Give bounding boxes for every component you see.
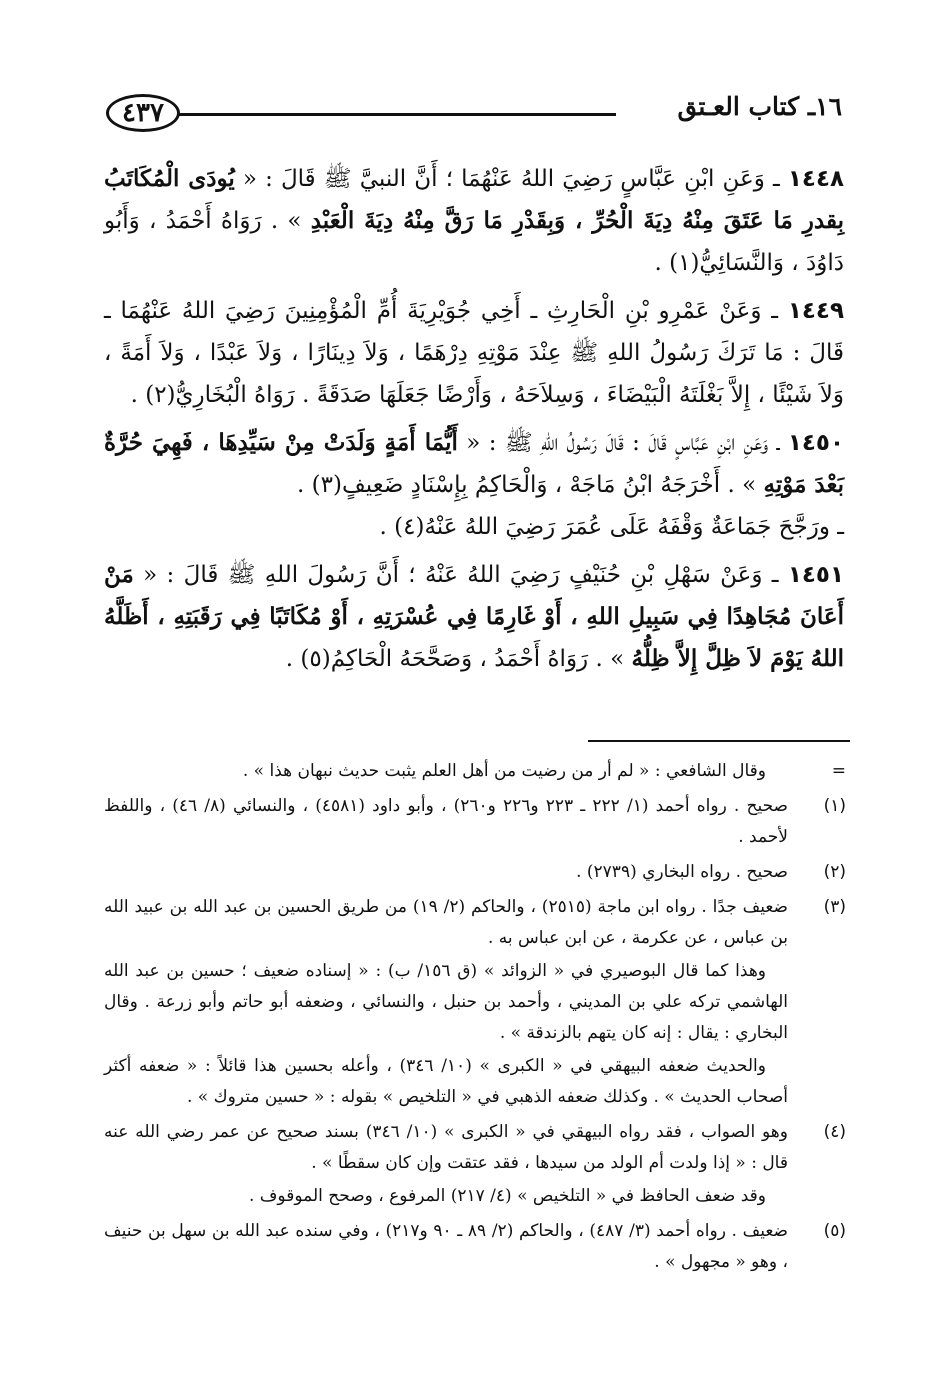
hadith-number: ١٤٤٨	[787, 166, 845, 192]
hadith-1451	[104, 554, 844, 680]
hadith-outro: » . رَوَاهُ أَحْمَدُ ، وَصَحَّحَهُ الْحَاكِمُ(٥) .	[285, 646, 625, 672]
page-header	[100, 88, 852, 140]
footnote-marker: =	[831, 761, 846, 781]
footnote-3	[104, 892, 846, 1113]
hadith-1449	[104, 290, 844, 416]
hadith-number: ١٤٤٩	[787, 298, 844, 324]
hadith-1448	[104, 158, 844, 284]
footnote-continuation	[104, 756, 846, 787]
footnote-paragraph: والحديث ضعفه البيهقي في « الكبرى » (١٠/ ٣٤٦) ، وأعله بحسين هذا قائلاً : « ضعفه أكثر أصحاب الحديث » . وكذلك ضعفه الذهبي في « التلخيص » بقوله : « حسين متروك » .	[104, 1056, 788, 1107]
footnote-marker: (٣)	[823, 897, 846, 917]
footnote-text: صحيح . رواه أحمد (١/ ٢٢٢ ـ ٢٢٣ و٢٢٦ و٢٦٠) ، وأبو داود (٤٥٨١) ، والنسائي (٨/ ٤٦) ، واللفظ لأحمد .	[104, 796, 788, 847]
footnotes	[104, 756, 846, 1282]
footnote-marker: (١)	[823, 796, 846, 816]
footnote-paragraph: وهذا كما قال البوصيري في « الزوائد » (ق ١٥٦/ ب) : « إسناده ضعيف ؛ حسين بن عبد الله الهاشمي تركه علي بن المديني ، وأحمد بن حنبل ، والنسائي ، وضعفه أبو حاتم وأبو زرعة . وقال البخاري : يقال : إنه كان يتهم بالزندقة » .	[104, 961, 788, 1043]
hadith-number: ١٤٥٠	[787, 430, 844, 456]
hadith-text	[104, 158, 844, 686]
footnote-4	[104, 1117, 846, 1212]
footnote-separator	[588, 740, 850, 742]
hadith-number: ١٤٥١	[787, 562, 844, 588]
header-rule	[178, 113, 616, 116]
page-number: ٤٣٧	[122, 98, 164, 128]
hadith-intro: ـ وَعَنْ سَهْلِ بْنِ حُنَيْفٍ رَضِيَ اللهُ عَنْهُ ؛ أَنَّ رَسُولَ اللهِ ﷺ قَالَ : «	[143, 562, 779, 588]
hadith-1450	[104, 422, 844, 506]
footnote-body	[104, 1117, 788, 1212]
footnote-paragraph: وقد ضعف الحافظ في « التلخيص » (٤/ ٢١٧) المرفوع ، وصحح الموقوف .	[249, 1186, 766, 1206]
hadith-intro: ـ وَعَنِ ابْنِ عَبَّاسٍ قَالَ : قَالَ رَسُولُ اللهِ ﷺ : «	[466, 430, 780, 456]
hadith-outro: » . أَخْرَجَهُ ابْنُ مَاجَهْ ، وَالْحَاكِمُ بِإِسْنَادٍ ضَعِيفٍ(٣) .	[297, 472, 757, 498]
footnote-marker: (٢)	[823, 862, 846, 882]
hadith-outro: » . رَوَاهُ أَحْمَدُ ، وَأَبُو دَاوُدَ ، وَالنَّسَائِيُّ(١) .	[104, 208, 844, 276]
footnote-5	[104, 1216, 846, 1278]
footnote-text: ضعيف . رواه أحمد (٣/ ٤٨٧) ، والحاكم (٢/ ٨٩ ـ ٩٠ و٢١٧) ، وفي سنده عبد الله بن سهل بن حنيف ، وهو « مجهول » .	[104, 1221, 788, 1272]
chapter-title: ١٦ـ كتاب العـتق	[677, 92, 842, 121]
hadith-intro: ـ وَعَنْ عَمْرِو بْنِ الْحَارِثِ ـ أَخِي جُوَيْرِيَةَ أُمِّ الْمُؤْمِنِينَ رَضِيَ اللهُ عَنْهُمَا ـ قَالَ : مَا تَرَكَ رَسُولُ اللهِ ﷺ عِنْدَ مَوْتِهِ دِرْهَمًا ، وَلاَ دِينَارًا ، وَلاَ عَبْدًا ، وَلاَ أَمَةً ، وَلاَ شَيْئًا ، إِلاَّ بَغْلَتَهُ الْبَيْضَاءَ ، وَسِلاَحَهُ ، وَأَرْضًا جَعَلَهَا صَدَقَةً . رَوَاهُ الْبُخَارِيُّ(٢) .	[104, 298, 844, 408]
footnote-paragraph: ضعيف جدًا . رواه ابن ماجة (٢٥١٥) ، والحاكم (٢/ ١٩) من طريق الحسين بن عبد الله بن عبيد الله بن عباس ، عن عكرمة ، عن ابن عباس به .	[104, 897, 788, 948]
page-number-badge	[106, 94, 180, 132]
footnote-paragraph: وهو الصواب ، فقد رواه البيهقي في « الكبرى » (١٠/ ٣٤٦) بسند صحيح عن عمر رضي الله عنه قال : « إذا ولدت أم الولد من سيدها ، فقد عتقت وإن كان سقطًا » .	[104, 1122, 788, 1173]
footnote-text: صحيح . رواه البخاري (٢٧٣٩) .	[576, 862, 788, 882]
footnote-1	[104, 791, 846, 853]
hadith-quote: يُودَى الْمُكَاتَبُ بِقدرِ مَا عَتَقَ مِنْهُ دِيَةَ الْحُرِّ ، وَبِقَدْرِ مَا رَقَّ مِنْهُ دِيَةَ الْعَبْدِ	[104, 165, 844, 234]
hadith-intro: ـ وَعَنِ ابْنِ عَبَّاسٍ رَضِيَ اللهُ عَنْهُمَا ؛ أَنَّ النبيَّ ﷺ قَالَ : «	[242, 166, 780, 192]
hadith-quote: أَيُّمَا أَمَةٍ وَلَدَتْ مِنْ سَيِّدِهَا ، فَهِيَ حُرَّةٌ بَعْدَ مَوْتِهِ	[104, 429, 844, 498]
hadith-1450-note: ـ ورَجَّحَ جَمَاعَةٌ وَقْفَهُ عَلَى عُمَرَ رَضِيَ اللهُ عَنْهُ(٤) .	[379, 514, 844, 540]
footnote-2	[104, 857, 846, 888]
footnote-text: وقال الشافعي : « لم أر من رضيت من أهل العلم يثبت حديث نبهان هذا » .	[242, 761, 766, 781]
footnote-marker: (٥)	[823, 1221, 846, 1241]
hadith-quote: مَنْ أَعَانَ مُجَاهِدًا فِي سَبِيلِ اللهِ ، أَوْ غَارِمًا فِي عُسْرَتِهِ ، أَوْ مُكَاتَبًا فِي رَقَبَتِهِ ، أَظَلَّهُ اللهُ يَوْمَ لاَ ظِلَّ إِلاَّ ظِلُّهُ	[104, 561, 844, 672]
footnote-body	[104, 892, 788, 1113]
footnote-marker: (٤)	[823, 1122, 846, 1142]
